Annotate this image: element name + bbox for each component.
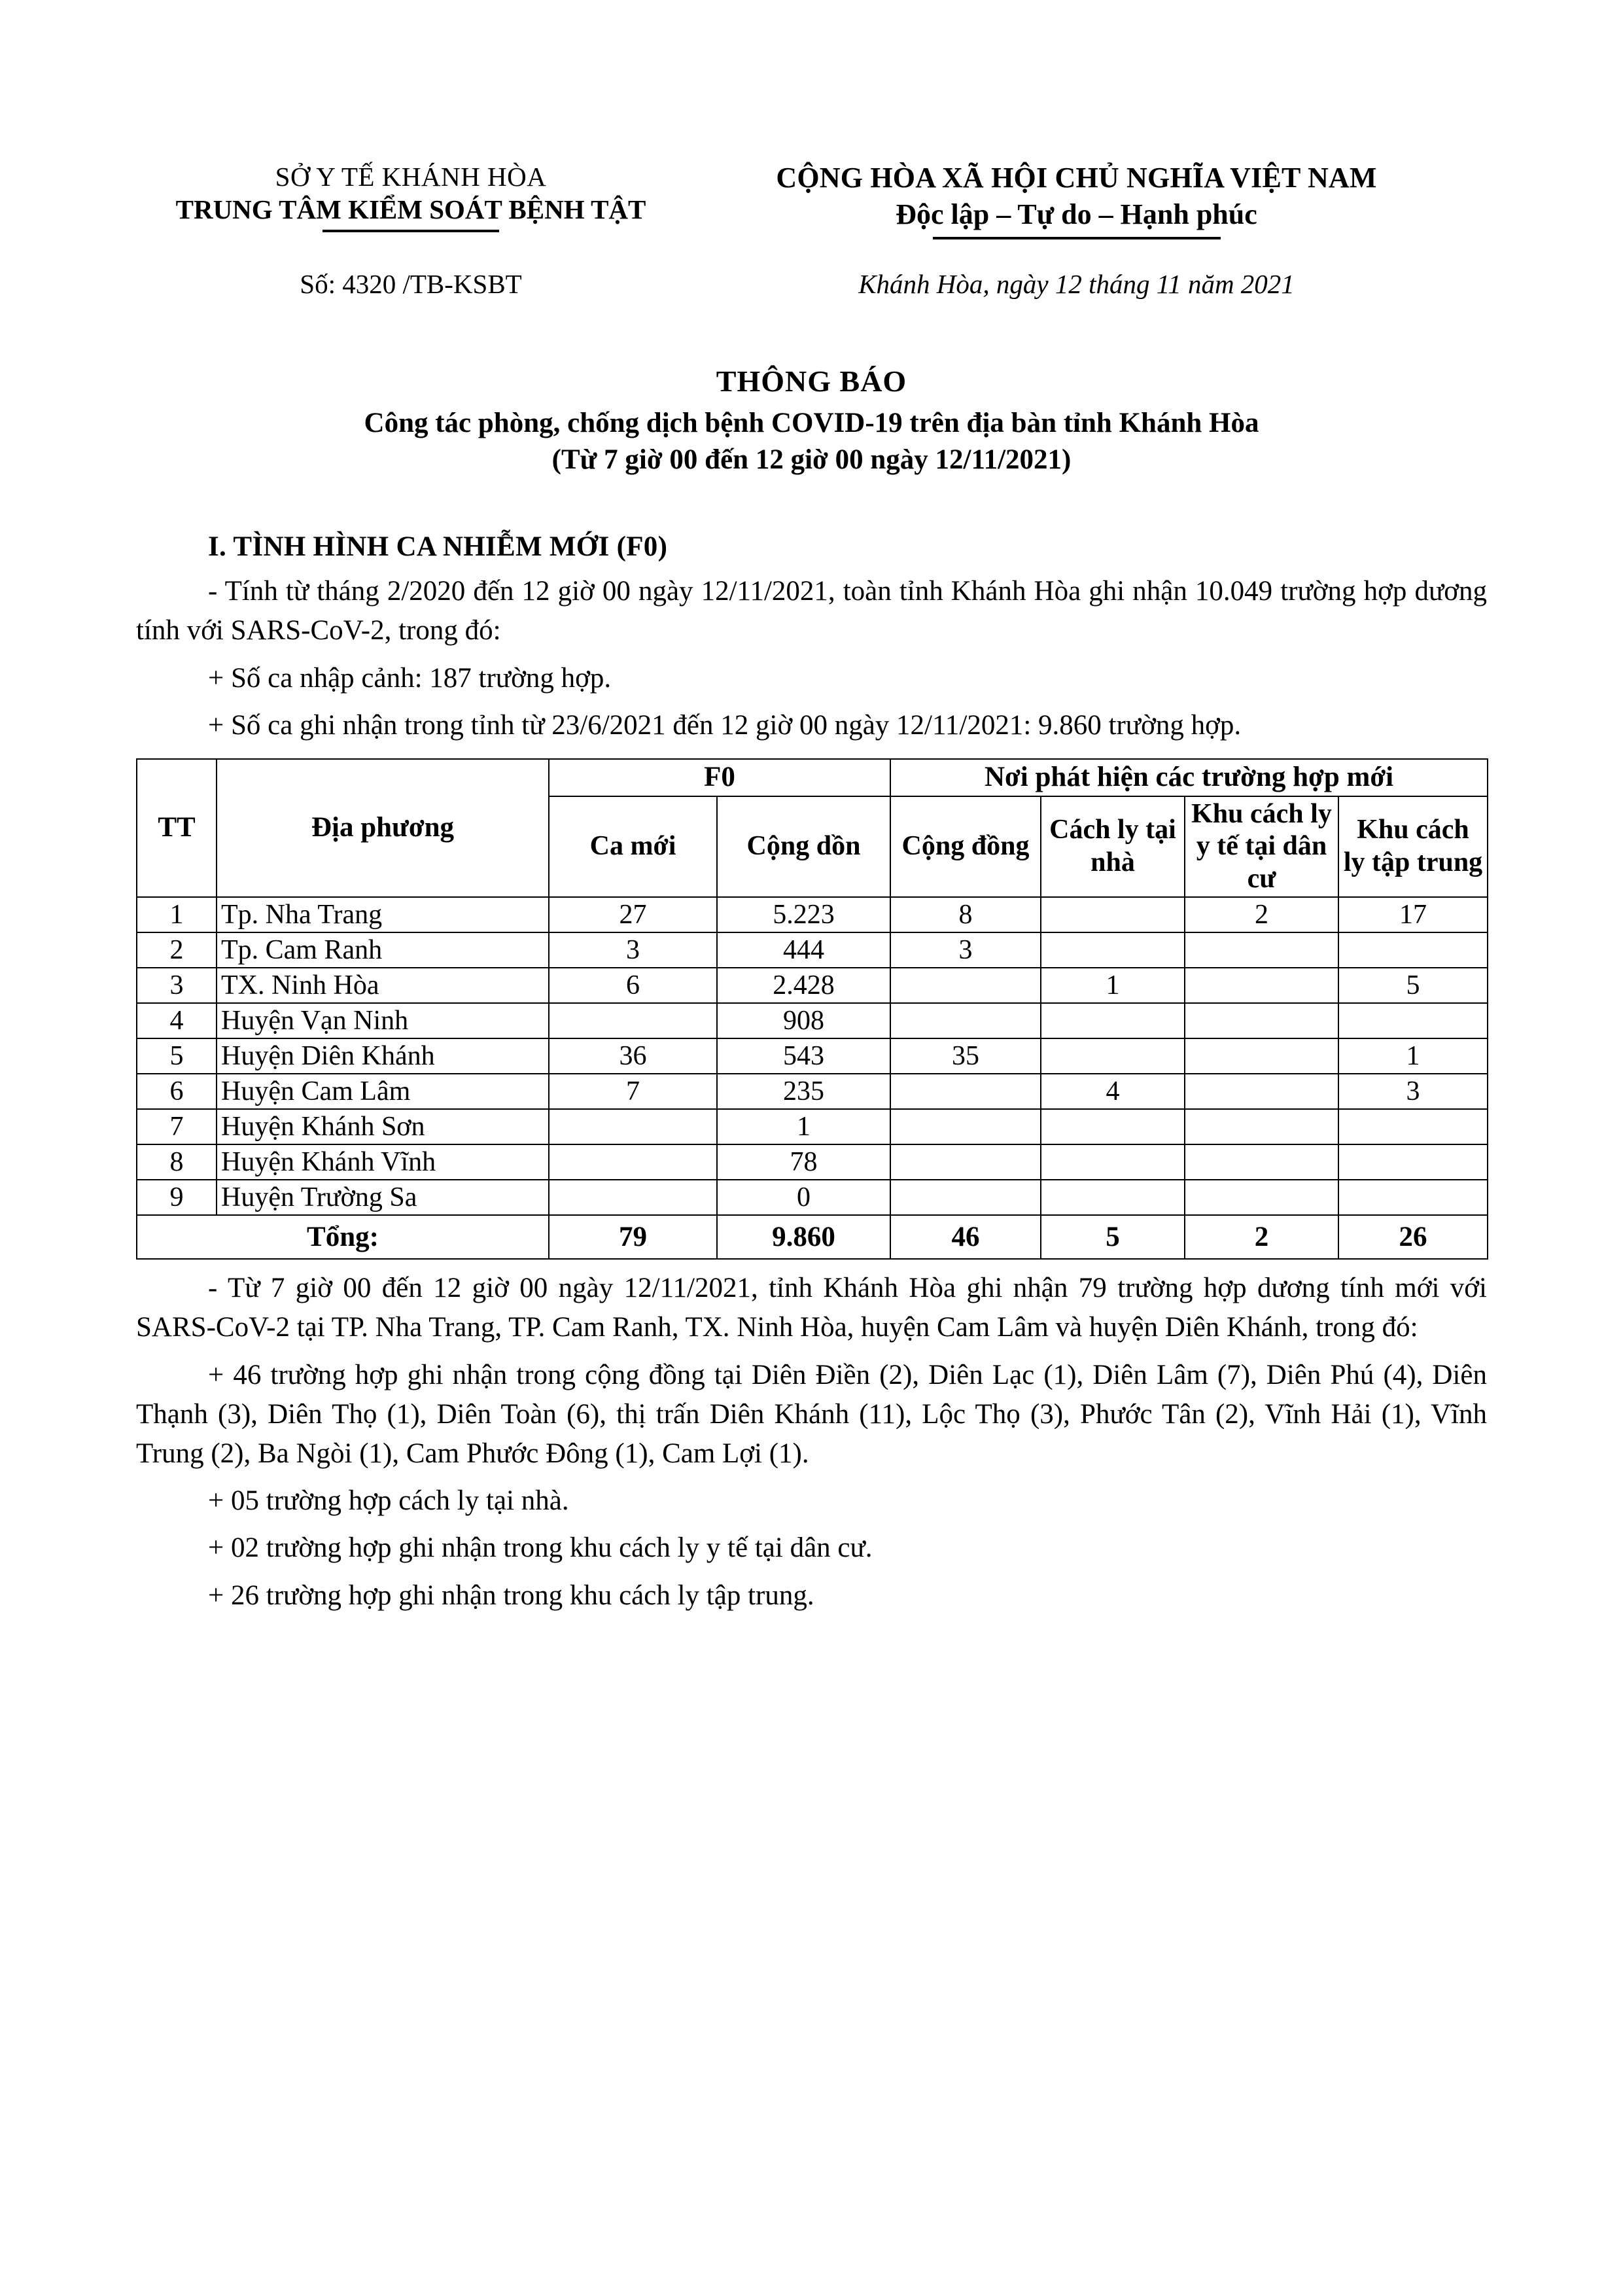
cell-cumulative: 5.223 bbox=[717, 897, 890, 932]
cell-central-quarantine: 1 bbox=[1338, 1038, 1488, 1074]
table-row bbox=[137, 968, 1488, 1003]
cell-medical-quarantine bbox=[1185, 932, 1338, 968]
cell-place: Huyện Diên Khánh bbox=[217, 1038, 549, 1074]
country-name: CỘNG HÒA XÃ HỘI CHỦ NGHĨA VIỆT NAM bbox=[776, 162, 1377, 194]
cell-home-quarantine bbox=[1041, 1038, 1185, 1074]
cell-home-quarantine bbox=[1041, 1144, 1185, 1180]
cell-medical-quarantine bbox=[1185, 968, 1338, 1003]
cell-central-quarantine: 17 bbox=[1338, 897, 1488, 932]
cell-home-quarantine bbox=[1041, 1003, 1185, 1038]
cell-central-quarantine: 5 bbox=[1338, 968, 1488, 1003]
table-total-row bbox=[137, 1215, 1488, 1259]
column-header-cumulative: Cộng dồn bbox=[717, 796, 890, 898]
cell-total-medical-quarantine: 2 bbox=[1185, 1215, 1338, 1259]
column-header-community: Cộng đồng bbox=[890, 796, 1041, 898]
cell-tt: 4 bbox=[137, 1003, 217, 1038]
title-block bbox=[136, 362, 1487, 478]
cell-new-cases: 3 bbox=[549, 932, 717, 968]
table-header-row-1 bbox=[137, 759, 1488, 796]
cell-new-cases: 7 bbox=[549, 1074, 717, 1109]
cell-new-cases bbox=[549, 1180, 717, 1215]
national-divider bbox=[933, 237, 1221, 239]
table-header bbox=[137, 759, 1488, 897]
cell-tt: 3 bbox=[137, 968, 217, 1003]
cell-community bbox=[890, 968, 1041, 1003]
cell-cumulative: 908 bbox=[717, 1003, 890, 1038]
cell-tt: 7 bbox=[137, 1109, 217, 1144]
paragraph-medical-quarantine-cases: + 02 trường hợp ghi nhận trong khu cách ly y tế tại dân cư. bbox=[208, 1532, 873, 1564]
cell-tt: 8 bbox=[137, 1144, 217, 1180]
cell-medical-quarantine bbox=[1185, 1074, 1338, 1109]
document-reference-row bbox=[136, 268, 1487, 300]
cell-community: 3 bbox=[890, 932, 1041, 968]
column-header-central-quarantine: Khu cách ly tập trung bbox=[1338, 796, 1488, 898]
cell-total-new-cases: 79 bbox=[549, 1215, 717, 1259]
letterhead bbox=[136, 0, 1487, 239]
cell-place: Huyện Trường Sa bbox=[217, 1180, 549, 1215]
cell-central-quarantine bbox=[1338, 1144, 1488, 1180]
cell-tt: 6 bbox=[137, 1074, 217, 1109]
document-number: Số: 4320 /TB-KSBT bbox=[300, 268, 522, 299]
group-header-f0: F0 bbox=[549, 759, 890, 796]
cell-new-cases: 36 bbox=[549, 1038, 717, 1074]
cell-central-quarantine bbox=[1338, 1109, 1488, 1144]
cell-community: 35 bbox=[890, 1038, 1041, 1074]
cell-central-quarantine bbox=[1338, 1180, 1488, 1215]
cell-home-quarantine bbox=[1041, 932, 1185, 968]
table-row bbox=[137, 1074, 1488, 1109]
document-period: (Từ 7 giờ 00 đến 12 giờ 00 ngày 12/11/2021) bbox=[551, 444, 1072, 476]
cell-new-cases bbox=[549, 1109, 717, 1144]
center-name: TRUNG TÂM KIỂM SOÁT BỆNH TẬT bbox=[175, 194, 646, 225]
table-row bbox=[137, 1144, 1488, 1180]
table-row bbox=[137, 932, 1488, 968]
cell-cumulative: 1 bbox=[717, 1109, 890, 1144]
organization-divider bbox=[323, 230, 499, 232]
cell-total-home-quarantine: 5 bbox=[1041, 1215, 1185, 1259]
cell-place: Tp. Cam Ranh bbox=[217, 932, 549, 968]
cell-central-quarantine: 3 bbox=[1338, 1074, 1488, 1109]
cell-new-cases bbox=[549, 1144, 717, 1180]
cell-place: Huyện Khánh Sơn bbox=[217, 1109, 549, 1144]
column-header-home-quarantine: Cách ly tại nhà bbox=[1041, 796, 1185, 898]
cell-new-cases: 6 bbox=[549, 968, 717, 1003]
table-body bbox=[137, 897, 1488, 1259]
cell-new-cases: 27 bbox=[549, 897, 717, 932]
cell-place: Tp. Nha Trang bbox=[217, 897, 549, 932]
column-header-medical-quarantine: Khu cách ly y tế tại dân cư bbox=[1185, 796, 1338, 898]
issuing-organization bbox=[156, 160, 666, 232]
cell-cumulative: 543 bbox=[717, 1038, 890, 1074]
paragraph-total-cases: - Tính từ tháng 2/2020 đến 12 giờ 00 ngày 12/11/2021, toàn tỉnh Khánh Hòa ghi nhận 10.049 trường hợp dương tính với SARS-CoV-2, trong đó: bbox=[136, 576, 1487, 646]
section-heading-1: I. TÌNH HÌNH CA NHIỄM MỚI (F0) bbox=[208, 531, 668, 563]
cell-total-community: 46 bbox=[890, 1215, 1041, 1259]
cell-medical-quarantine: 2 bbox=[1185, 897, 1338, 932]
column-header-place: Địa phương bbox=[217, 759, 549, 897]
cell-cumulative: 2.428 bbox=[717, 968, 890, 1003]
cell-tt: 1 bbox=[137, 897, 217, 932]
national-motto: Độc lập – Tự do – Hạnh phúc bbox=[896, 198, 1257, 230]
cell-community bbox=[890, 1109, 1041, 1144]
table-row bbox=[137, 1109, 1488, 1144]
paragraph-new-cases-summary: - Từ 7 giờ 00 đến 12 giờ 00 ngày 12/11/2021, tỉnh Khánh Hòa ghi nhận 79 trường hợp dương tính mới với SARS-CoV-2 tại TP. Nha Trang, TP. Cam Ranh, TX. Ninh Hòa, huyện Cam Lâm và huyện Diên Khánh, trong đó: bbox=[136, 1273, 1487, 1343]
cell-cumulative: 78 bbox=[717, 1144, 890, 1180]
table-row bbox=[137, 1003, 1488, 1038]
cell-place: TX. Ninh Hòa bbox=[217, 968, 549, 1003]
cell-place: Huyện Vạn Ninh bbox=[217, 1003, 549, 1038]
table-row bbox=[137, 1180, 1488, 1215]
column-header-new-cases: Ca mới bbox=[549, 796, 717, 898]
cell-place: Huyện Khánh Vĩnh bbox=[217, 1144, 549, 1180]
cell-home-quarantine: 4 bbox=[1041, 1074, 1185, 1109]
cell-cumulative: 444 bbox=[717, 932, 890, 968]
cell-new-cases bbox=[549, 1003, 717, 1038]
paragraph-home-quarantine-cases: + 05 trường hợp cách ly tại nhà. bbox=[208, 1485, 569, 1517]
cell-community bbox=[890, 1144, 1041, 1180]
cell-cumulative: 0 bbox=[717, 1180, 890, 1215]
cell-total-central-quarantine: 26 bbox=[1338, 1215, 1488, 1259]
cell-community bbox=[890, 1003, 1041, 1038]
cell-home-quarantine bbox=[1041, 1180, 1185, 1215]
cell-place: Huyện Cam Lâm bbox=[217, 1074, 549, 1109]
cell-central-quarantine bbox=[1338, 932, 1488, 968]
cell-medical-quarantine bbox=[1185, 1180, 1338, 1215]
cell-home-quarantine bbox=[1041, 1109, 1185, 1144]
paragraph-central-quarantine-cases: + 26 trường hợp ghi nhận trong khu cách ly tập trung. bbox=[208, 1580, 814, 1611]
cell-home-quarantine: 1 bbox=[1041, 968, 1185, 1003]
table-row bbox=[137, 897, 1488, 932]
cell-home-quarantine bbox=[1041, 897, 1185, 932]
table-row bbox=[137, 1038, 1488, 1074]
national-heading bbox=[666, 160, 1487, 239]
cell-tt: 5 bbox=[137, 1038, 217, 1074]
paragraph-community-cases: + 46 trường hợp ghi nhận trong cộng đồng tại Diên Điền (2), Diên Lạc (1), Diên Lâm (7), Diên Phú (4), Diên Thạnh (3), Diên Thọ (1), Diên Toàn (6), thị trấn Diên Khánh (11), Lộc Thọ (3), Phước Tân (2), Vĩnh Hải (1), Vĩnh Trung (2), Ba Ngòi (1), Cam Phước Đông (1), Cam Lợi (1). bbox=[136, 1359, 1487, 1470]
document-content bbox=[136, 0, 1487, 1616]
cell-total-cumulative: 9.860 bbox=[717, 1215, 890, 1259]
cell-community: 8 bbox=[890, 897, 1041, 932]
document-date: Khánh Hòa, ngày 12 tháng 11 năm 2021 bbox=[858, 268, 1295, 299]
cell-total-label: Tổng: bbox=[137, 1215, 549, 1259]
case-statistics-table bbox=[136, 758, 1488, 1260]
group-header-detection-place: Nơi phát hiện các trường hợp mới bbox=[890, 759, 1488, 796]
cell-community bbox=[890, 1074, 1041, 1109]
cell-medical-quarantine bbox=[1185, 1144, 1338, 1180]
cell-community bbox=[890, 1180, 1041, 1215]
cell-cumulative: 235 bbox=[717, 1074, 890, 1109]
cell-tt: 9 bbox=[137, 1180, 217, 1215]
paragraph-imported-cases: + Số ca nhập cảnh: 187 trường hợp. bbox=[208, 662, 612, 694]
cell-tt: 2 bbox=[137, 932, 217, 968]
document-type-title: THÔNG BÁO bbox=[716, 364, 907, 398]
department-name: SỞ Y TẾ KHÁNH HÒA bbox=[275, 162, 547, 192]
cell-medical-quarantine bbox=[1185, 1003, 1338, 1038]
cell-medical-quarantine bbox=[1185, 1109, 1338, 1144]
column-header-tt: TT bbox=[137, 759, 217, 897]
document-subject: Công tác phòng, chống dịch bệnh COVID-19 trên địa bàn tỉnh Khánh Hòa bbox=[364, 408, 1259, 439]
cell-central-quarantine bbox=[1338, 1003, 1488, 1038]
cell-medical-quarantine bbox=[1185, 1038, 1338, 1074]
paragraph-domestic-cases: + Số ca ghi nhận trong tỉnh từ 23/6/2021 đến 12 giờ 00 ngày 12/11/2021: 9.860 trường hợp. bbox=[208, 709, 1242, 741]
